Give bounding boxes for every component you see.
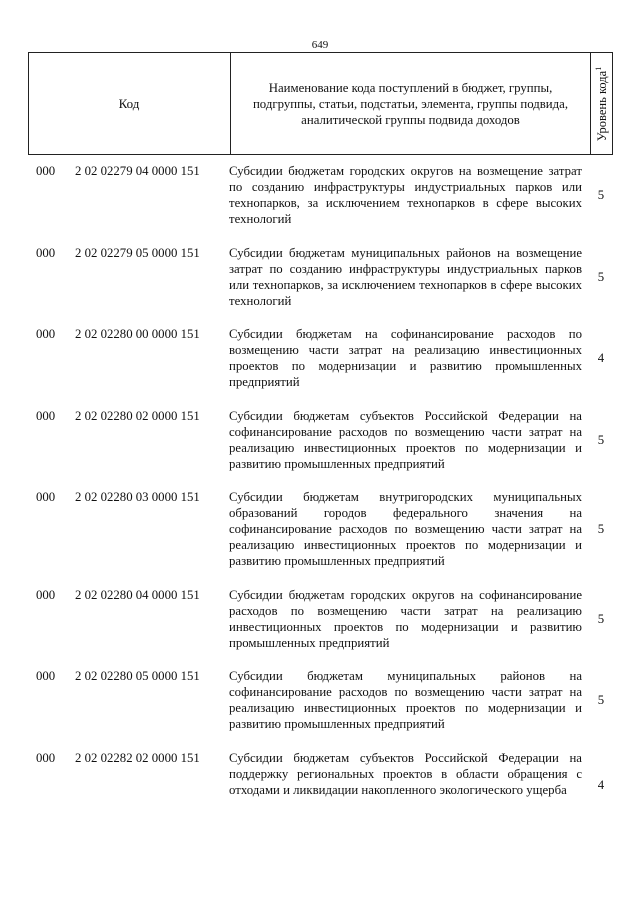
revenue-code: 2 02 02279 05 0000 151 <box>75 246 200 260</box>
admin-code: 000 <box>36 669 56 683</box>
admin-code: 000 <box>36 246 56 260</box>
revenue-name: Субсидии бюджетам на софинансирование расходов по возмещению части затрат на реализацию инвестиционных проектов по модернизации и развитию промышленных предприятий <box>229 327 582 389</box>
admin-code: 000 <box>36 751 56 765</box>
admin-code: 000 <box>36 327 56 341</box>
table-header <box>28 52 613 155</box>
header-level-footnote: 1 <box>593 66 603 71</box>
revenue-code: 2 02 02280 03 0000 151 <box>75 490 200 504</box>
header-code: Код <box>118 95 140 111</box>
header-name: Наименование кода поступлений в бюджет, группы, подгруппы, статьи, подстатьи, элемента, группы подвида, аналитической группы подвида доходов <box>230 53 590 154</box>
revenue-name: Субсидии бюджетам городских округов на возмещение затрат по созданию инфраструктуры индустриальных парков или технопарков, за исключением технопарков в сфере высоких технологий <box>229 164 582 226</box>
revenue-code: 2 02 02279 04 0000 151 <box>75 164 200 178</box>
revenue-name: Субсидии бюджетам субъектов Российской Федерации на софинансирование расходов по возмещению части затрат на реализацию инвестиционных проектов по модернизации и развитию промышленных предприятий <box>229 409 582 471</box>
code-level: 4 <box>597 778 605 792</box>
admin-code: 000 <box>36 164 56 178</box>
code-level: 5 <box>597 270 605 284</box>
code-level: 5 <box>597 693 605 707</box>
revenue-name: Субсидии бюджетам внутригородских муниципальных образований городов федерального значения на софинансирование расходов по возмещению части затрат на реализацию инвестиционных проектов по модернизации и развитию промышленных предприятий <box>229 490 582 568</box>
code-level: 5 <box>597 522 605 536</box>
header-level <box>590 53 613 154</box>
revenue-code: 2 02 02282 02 0000 151 <box>75 751 200 765</box>
code-level: 4 <box>597 351 605 365</box>
revenue-code: 2 02 02280 02 0000 151 <box>75 409 200 423</box>
code-level: 5 <box>597 433 605 447</box>
code-level: 5 <box>597 612 605 626</box>
page-number: 649 <box>311 39 329 51</box>
revenue-code: 2 02 02280 05 0000 151 <box>75 669 200 683</box>
header-level-label: Уровень кода <box>595 70 610 141</box>
revenue-name: Субсидии бюджетам муниципальных районов на возмещение затрат по созданию инфраструктуры индустриальных парков или технопарков, за исключением технопарков в сфере высоких технологий <box>229 246 582 308</box>
admin-code: 000 <box>36 588 56 602</box>
admin-code: 000 <box>36 409 56 423</box>
revenue-code: 2 02 02280 00 0000 151 <box>75 327 200 341</box>
revenue-name: Субсидии бюджетам субъектов Российской Федерации на поддержку региональных проектов в области обращения с отходами и ликвидации накопленного экологического ущерба <box>229 751 582 797</box>
revenue-name: Субсидии бюджетам городских округов на софинансирование расходов по возмещению части затрат на реализацию инвестиционных проектов по модернизации и развитию промышленных предприятий <box>229 588 582 650</box>
revenue-code: 2 02 02280 04 0000 151 <box>75 588 200 602</box>
admin-code: 000 <box>36 490 56 504</box>
code-level: 5 <box>597 188 605 202</box>
revenue-name: Субсидии бюджетам муниципальных районов на софинансирование расходов по возмещению части затрат на реализацию инвестиционных проектов по модернизации и развитию промышленных предприятий <box>229 669 582 731</box>
